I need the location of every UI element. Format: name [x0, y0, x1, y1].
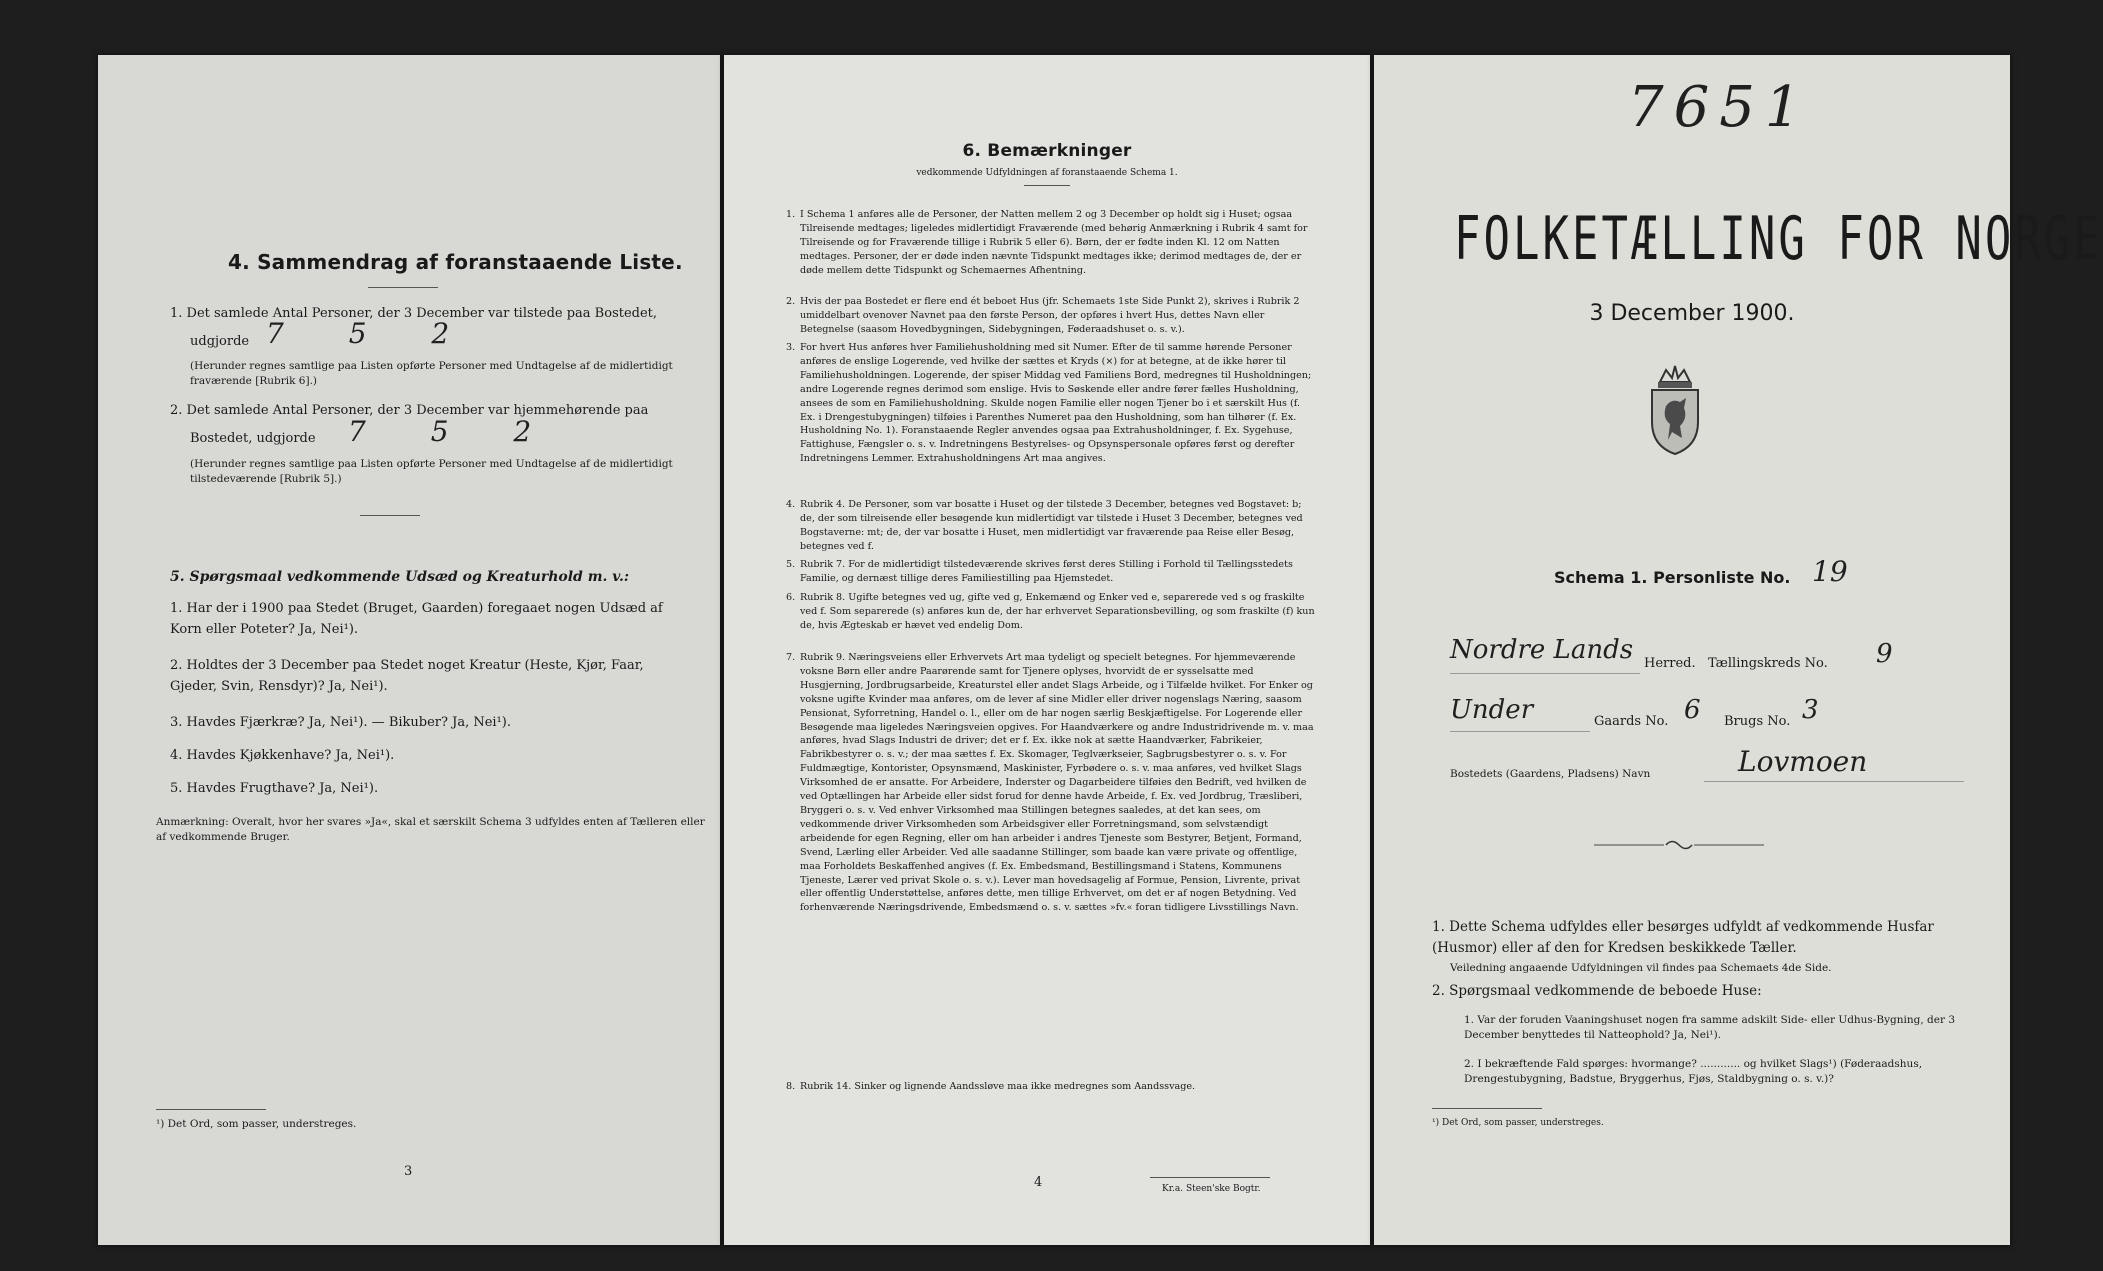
remark-item: 8. Rubrik 14. Sinker og lignende Aandssløve maa ikke medregnes som Aandssvage. — [786, 1081, 1196, 1092]
schema-number: 19 — [1812, 555, 1848, 588]
bosted-value: Lovmoen — [1738, 745, 1868, 778]
brugs-value: 3 — [1802, 695, 1819, 725]
instruction-1-sub: Veiledning angaaende Udfyldningen vil findes paa Schemaets 4de Side. — [1450, 962, 1832, 974]
divider — [1024, 185, 1070, 186]
printer-mark: Kr.a. Steen'ske Bogtr. — [1162, 1184, 1261, 1194]
q1: 1. Har der i 1900 paa Stedet (Bruget, Gaarden) foregaaet nogen Udsæd af Korn eller Poteter? Ja, Nei¹). — [170, 601, 663, 637]
q4: 4. Havdes Kjøkkenhave? Ja, Nei¹). — [170, 748, 395, 763]
kreds-label: Tællingskreds No. — [1708, 656, 1828, 671]
instruction-1: 1. Dette Schema udfyldes eller besørges udfyldt af vedkommende Husfar (Husmor) eller af den for Kredsen beskikkede Tæller. — [1432, 919, 1934, 956]
footnote: ¹) Det Ord, som passer, understreges. — [1432, 1118, 1604, 1128]
instruction-2-q2: 2. I bekræftende Fald spørges: hvormange? ............ og hvilket Slags¹) (Føderaadshus, Drengestubygning, Badstue, Bryggerhus, Fjøs, Staldbygning o. s. v.)? — [1464, 1058, 1923, 1085]
remarks-subtitle: vedkommende Udfyldningen af foranstaaende Schema 1. — [916, 168, 1178, 178]
herred-value: Nordre Lands — [1450, 635, 1634, 665]
item2-line1: 2. Det samlede Antal Personer, der 3 December var hjemmehørende paa — [170, 403, 649, 418]
item2-line2: Bostedet, udgjorde — [190, 431, 316, 446]
page-number: 3 — [404, 1164, 413, 1179]
footnote: ¹) Det Ord, som passer, understreges. — [156, 1118, 357, 1130]
item2-values: 7 5 2 — [348, 415, 560, 448]
divider — [360, 515, 420, 516]
item1-values: 7 5 2 — [266, 317, 478, 350]
footnote-rule — [156, 1109, 266, 1110]
q2: 2. Holdtes der 3 December paa Stedet noget Kreatur (Heste, Kjør, Faar, Gjeder, Svin, Rensdyr)? Ja, Nei¹). — [170, 658, 644, 694]
instruction-2: 2. Spørgsmaal vedkommende de beboede Huse: — [1432, 983, 1762, 999]
gaards-prefix: Under — [1450, 695, 1534, 725]
remark-item: 7. Rubrik 9. Næringsveiens eller Erhvervets Art maa tydeligt og specielt betegnes. For hjemmeværende voksne Børn eller andre Paarørende samt for Tjenere oplyses, hvorvidt de er sysselsatte med Husgjerning, Jordbrugsarbeide, Kreaturstel eller andet Slags Arbeide, og i Tilfælde hvilket. For Enker og voksne ugifte Kvinder maa anføres, om de lever af sine Midler eller driver nogenslags Næring, saasom Pensionat, Syforretning, Handel o. l., eller om de har nogen særlig Beskjæftigelse. For Logerende eller Besøgende maa ligeledes Næringsveien opgives. For Haandværkere og andre Industridrivende m. v. maa anføres, hvad Slags Industri de driver; det er f. Ex. ikke nok at sætte Haandværker, Fabrikeier, Fabrikbestyrer o. s. v.; der maa sættes f. Ex. Skomager, Teglværkseier, Sagbrugsbestyrer o. s. v. For Fuldmægtige, Kontorister, Opsynsmænd, Maskinister, Fyrbødere o. s. v. maa anføres, ved hvilket Slags Virksomhed de er ansatte. For Arbeidere, Inderster og Dagarbeidere tilføies den Bedrift, ved hvilken de ved Optællingen har Arbeide eller sidst forud for denne havde Arbeide, f. Ex. ved Jordbrug, Træsliberi, Bryggeri o. s. v. Ved enhver Virksomhed maa Stillingen betegnes saaledes, at det kan sees, om vedkommende driver Virksomheden som Arbeidsgiver eller Forretningsmand, som selvstændigt arbeidende for egen Regning, eller om han arbeider i andres Tjeneste som Bestyrer, Betjent, Formand, Svend, Lærling eller Arbeider. Ved alle saadanne Stillinger, som baade kan være private og offentlige, maa Forholdets Beskaffenhed angives (f. Ex. Embedsmand, Bestillingsmand i Statens, Kommunens Tjeneste, Lærer ved privat Skole o. s. v.). Lever man hovedsagelig af Formue, Pension, Livrente, privat eller offentlig Understøttelse, anføres dette, men tillige Erhvervet, om det er af nogen Betydning. Ved forhenværende Næringsdrivende, Embedsmænd o. s. v. sættes »fv.« foran tidligere Livsstillings Navn. — [786, 652, 1314, 914]
schema-label: Schema 1. Personliste No. — [1554, 568, 1791, 587]
item1-note: (Herunder regnes samtlige paa Listen opførte Personer med Undtagelse af de midlertidigt fraværende [Rubrik 6].) — [190, 360, 673, 387]
ornament-divider — [1594, 837, 1764, 851]
remark-item: 5. Rubrik 7. For de midlertidigt tilstedeværende skrives først deres Stilling i Forhold til Tællingsstedets Familie, og dernæst tillige deres Familiestilling paa Hjemstedet. — [786, 559, 1293, 584]
instruction-2-q1: 1. Var der foruden Vaaningshuset nogen fra samme adskilt Side- eller Udhus-Bygning, der 3 December benyttedes til Natteophold? Ja, Nei¹). — [1464, 1014, 1955, 1041]
field-underline — [1704, 781, 1964, 782]
page-number: 4 — [1034, 1175, 1043, 1190]
remark-item: 2. Hvis der paa Bostedet er flere end ét beboet Hus (jfr. Schemaets 1ste Side Punkt 2), skrives i Rubrik 2 umiddelbart ovenover Navnet paa den første Person, der opføres i hvert Hus, dettes Navn eller Betegnelse (saasom Hovedbygningen, Sidebygningen, Føderaadshuset o. s. v.). — [786, 296, 1300, 335]
right-page — [1374, 55, 2103, 1245]
remark-item: 3. For hvert Hus anføres hver Familiehusholdning med sit Numer. Efter de til samme hørende Personer anføres de enslige Logerende, ved hvilke der sættes et Kryds (×) for at betegne, at de ikke hører til Familiehusholdningen. Logerende, der spiser Middag ved Familiens Bord, medregnes til Husholdningen; andre Logerende regnes derimod som enslige. Hvis to Søskende eller andre fører fælles Husholdning, ansees de som en Familiehusholdning. Skulde nogen Familie eller nogen Tjener bo i et særskilt Hus (f. Ex. i Drengestubygningen) tilføies i Parenthes Numeret paa den Husholdning, som han tilhører (f. Ex. Husholdning No. 1). Foranstaaende Regler anvendes ogsaa paa Extrahusholdninger, f. Ex. Sygehuse, Fattighuse, Fængsler o. s. v. Indretningens Bestyrelses- og Opsynspersonale opføres først og derefter Indretningens Lemmer. Extrahusholdningens Art maa angives. — [786, 342, 1312, 465]
bosted-label: Bostedets (Gaardens, Pladsens) Navn — [1450, 768, 1651, 780]
brugs-label: Brugs No. — [1724, 714, 1791, 729]
section4-title: 4. Sammendrag af foranstaaende Liste. — [228, 250, 683, 274]
census-title: FOLKETÆLLING FOR NORGE — [1454, 205, 2103, 274]
anmerkning: Anmærkning: Overalt, hvor her svares »Ja«, skal et særskilt Schema 3 udfyldes enten af Tælleren eller af vedkommende Bruger. — [156, 816, 705, 843]
remark-item: 4. Rubrik 4. De Personer, som var bosatte i Huset og der tilstede 3 December, betegnes ved Bogstavet: b; de, der som tilreisende eller besøgende kun midlertidigt var tilstede i Huset 3 December, betegnes ved Bogstaverne: mt; de, der var bosatte i Huset, men midlertidigt var fraværende paa Reise eller Besøg, betegnes ved f. — [786, 499, 1303, 552]
handwritten-archive-number: 7651 — [1628, 75, 1811, 140]
field-underline — [1450, 731, 1590, 732]
remarks-title: 6. Bemærkninger — [962, 141, 1132, 161]
gaards-label: Gaards No. — [1594, 714, 1669, 729]
norway-coat-of-arms-icon — [1642, 360, 1708, 456]
left-page — [98, 55, 720, 1245]
herred-label: Herred. — [1644, 656, 1696, 671]
remark-item: 1. I Schema 1 anføres alle de Personer, der Natten mellem 2 og 3 December op holdt sig i Huset; ogsaa Tilreisende medtages; ligeledes midlertidigt Fraværende (med behørig Anmærkning i Rubrik 4 samt for Tilreisende og for Fraværende tillige i Rubrik 5 eller 6). Børn, der er fødte inden Kl. 12 om Natten medtages. Personer, der er døde inden nævnte Tidspunkt medtages ikke; derimod medtages de, der er døde mellem dette Tidspunkt og Schemaernes Afhentning. — [786, 209, 1308, 276]
kreds-value: 9 — [1876, 639, 1893, 669]
q5: 5. Havdes Frugthave? Ja, Nei¹). — [170, 781, 379, 796]
section5-title: 5. Spørgsmaal vedkommende Udsæd og Kreaturhold m. v.: — [170, 569, 630, 585]
footnote-rule — [1432, 1108, 1542, 1109]
census-date: 3 December 1900. — [1589, 301, 1795, 326]
q3: 3. Havdes Fjærkræ? Ja, Nei¹). — Bikuber? Ja, Nei¹). — [170, 715, 511, 730]
remark-item: 6. Rubrik 8. Ugifte betegnes ved ug, gifte ved g, Enkemænd og Enker ved e, separerede ved s og fraskilte ved f. Som separerede (s) anføres kun de, der har erhvervet Separationsbevilling, og som fraskilte (f) kun de, hvis Ægteskab er hævet ved endelig Dom. — [786, 592, 1315, 631]
middle-page — [724, 55, 1370, 1245]
item1-line2: udgjorde — [190, 334, 250, 349]
gaards-value: 6 — [1684, 695, 1701, 725]
item1-line1: 1. Det samlede Antal Personer, der 3 December var tilstede paa Bostedet, — [170, 306, 658, 321]
item2-note: (Herunder regnes samtlige paa Listen opførte Personer med Undtagelse af de midlertidigt tilstedeværende [Rubrik 5].) — [190, 458, 673, 485]
printer-rule — [1150, 1177, 1270, 1178]
field-underline — [1450, 673, 1640, 674]
divider — [368, 287, 438, 288]
